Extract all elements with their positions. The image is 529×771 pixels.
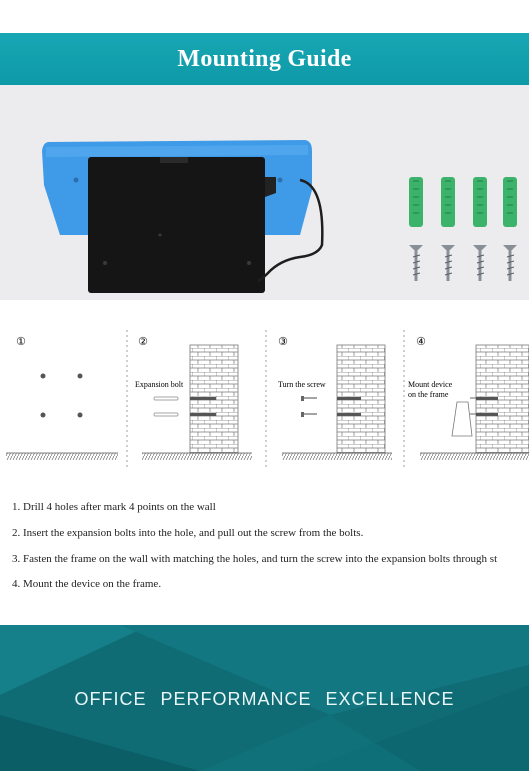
step-2-label: Expansion bolt xyxy=(135,380,184,389)
steps-diagram xyxy=(0,300,529,490)
page-title: Mounting Guide xyxy=(177,45,352,72)
guide-header xyxy=(0,33,529,85)
step-2 xyxy=(135,335,252,460)
device-illustration xyxy=(42,140,322,293)
step-3-number: ③ xyxy=(278,335,288,348)
instructions-list xyxy=(0,492,529,622)
product-photo xyxy=(0,85,529,300)
step-3 xyxy=(278,335,392,460)
expansion-bolts-illustration xyxy=(409,177,517,281)
instruction-1: 1. Drill 4 holes after mark 4 points on the wall xyxy=(12,501,216,513)
step-3-label: Turn the screw xyxy=(278,380,326,389)
step-4-label-line2: on the frame xyxy=(408,390,449,399)
step-1 xyxy=(6,335,118,460)
instruction-2: 2. Insert the expansion bolts into the hole, and pull out the screw from the bolts. xyxy=(12,527,364,539)
step-4-number: ④ xyxy=(416,335,426,348)
step-1-number: ① xyxy=(16,335,26,348)
footer-banner xyxy=(0,625,529,771)
device-and-hardware-illustration xyxy=(0,85,529,300)
footer-slogan: OFFICE PERFORMANCE EXCELLENCE xyxy=(74,689,455,709)
step-2-number: ② xyxy=(138,335,148,348)
instruction-4: 4. Mount the device on the frame. xyxy=(12,578,162,590)
instruction-3: 3. Fasten the frame on the wall with matching the holes, and turn the screw into the expansion bolts through st xyxy=(12,553,498,565)
step-4 xyxy=(408,335,529,460)
step-4-label-line1: Mount device xyxy=(408,380,453,389)
